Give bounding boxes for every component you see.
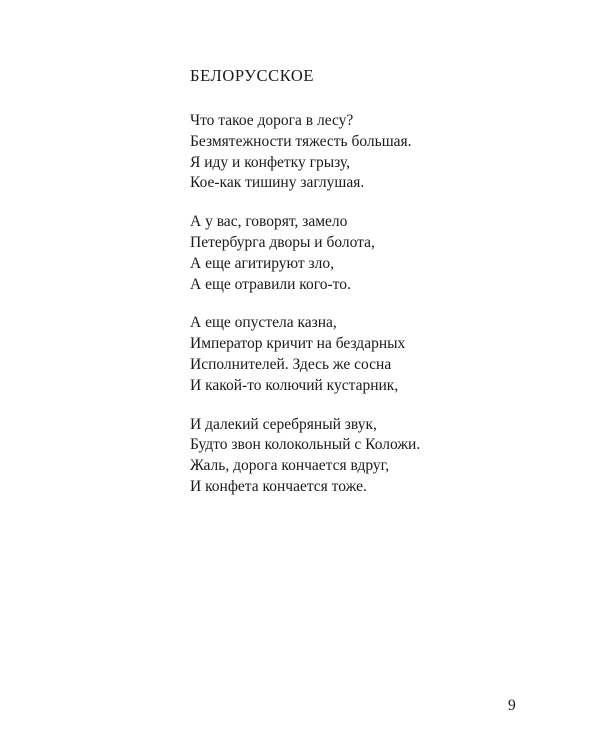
stanza-3 <box>190 313 530 396</box>
page-number: 9 <box>508 697 516 714</box>
poem-line: И какой-то колючий кустарник, <box>190 376 399 394</box>
poem-line: Безмятежности тяжесть большая. <box>190 132 412 150</box>
stanza-1 <box>190 111 530 194</box>
poem-line: Что такое дорога в лесу? <box>190 112 354 129</box>
poem-line: Император кричит на бездарных <box>190 335 406 353</box>
poem-line: А у вас, говорят, замело <box>190 213 348 231</box>
stanza-2 <box>190 212 530 295</box>
poem-line: А еще агитируют зло, <box>190 254 335 272</box>
poem-line: Жаль, дорога кончается вдруг, <box>190 457 390 475</box>
poem-line: И конфета кончается тоже. <box>190 477 367 495</box>
poem-line: Исполнителей. Здесь же сосна <box>190 355 392 373</box>
poem-title: БЕЛОРУССКОЕ <box>190 66 315 85</box>
stanza-4 <box>190 415 530 498</box>
poem-line: Петербурга дворы и болота, <box>190 233 375 251</box>
poem-body <box>190 111 530 516</box>
poem-line: И далекий серебряный звук, <box>190 415 377 433</box>
poem-line: А еще отравили кого-то. <box>190 275 351 293</box>
poem-line: А еще опустела казна, <box>190 314 337 332</box>
poem-line: Кое-как тишину заглушая. <box>190 174 365 192</box>
poem-line: Будто звон колокольный с Коложи. <box>190 436 421 454</box>
poem-line: Я иду и конфетку грызу, <box>190 153 351 171</box>
